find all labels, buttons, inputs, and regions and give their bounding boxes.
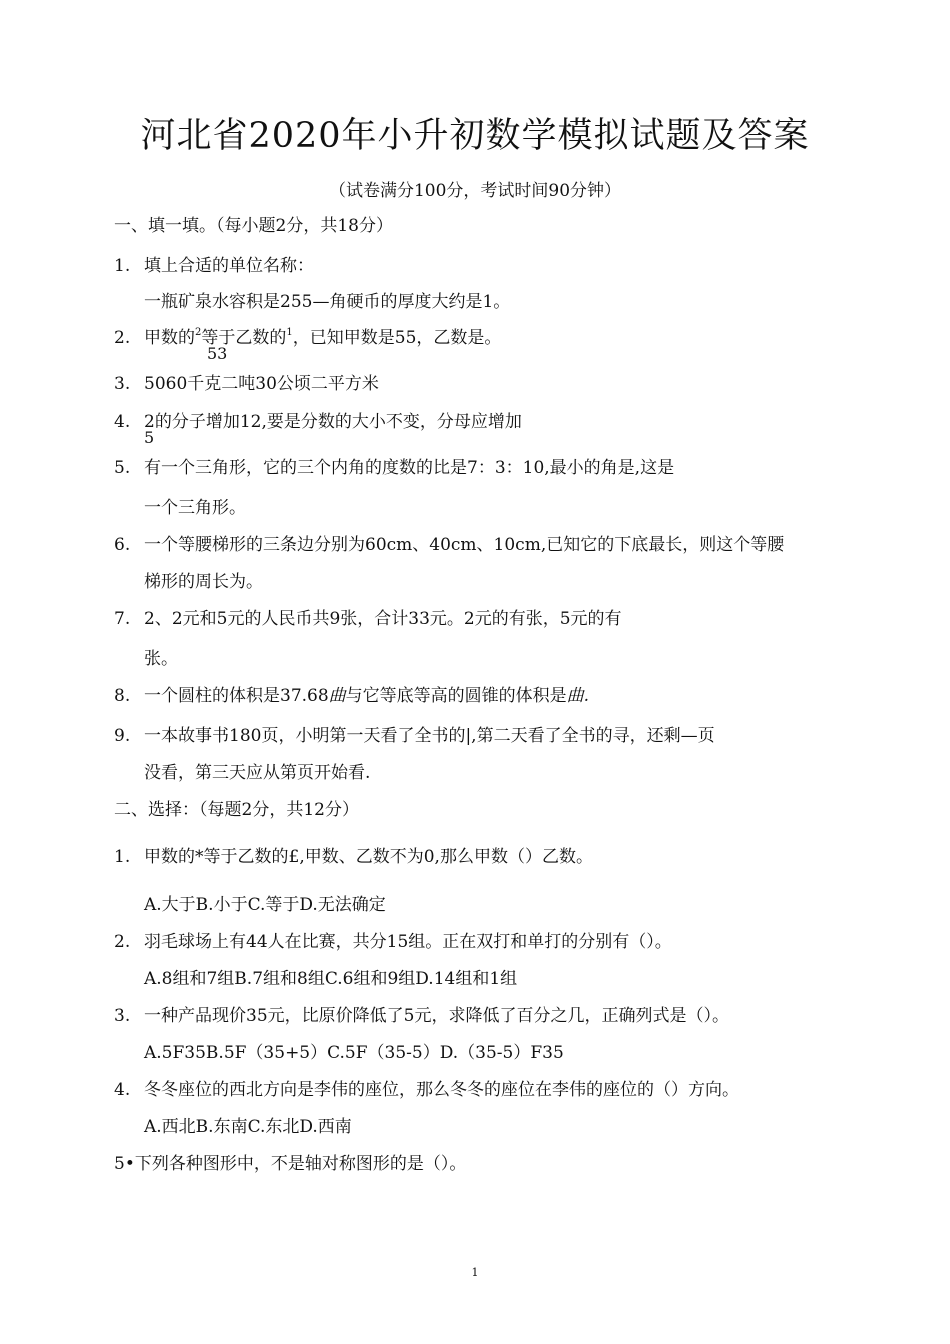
question-text: 一本故事书180页，小明第一天看了全书的|,第二天看了全书的寻，还剩—页 [144,726,715,746]
question-1-2 [114,326,501,353]
exam-info: （试卷满分100分，考试时间90分钟） [328,181,622,201]
question-2-3 [114,1004,729,1028]
question-number: 2. [114,328,131,348]
unit-symbol: 曲. [566,686,590,706]
question-number: 2. [114,932,131,952]
page-number: 1 [471,1266,479,1279]
question-text: 冬冬座位的西北方向是李伟的座位，那么冬冬的座位在李伟的座位的（）方向。 [144,1080,739,1100]
question-text: 一个等腰梯形的三条边分别为60cm、40cm、10cm,已知它的下底最长，则这个等腰 [144,535,785,555]
question-1-8 [114,684,589,708]
question-1-7-line2: 张。 [144,649,178,669]
question-number: 7. [114,609,131,629]
question-1-4 [114,410,522,434]
fraction-numerator: 2 [144,412,155,432]
question-number: 1. [114,256,131,276]
fraction-denominator: 5 [144,428,155,447]
page-title: 河北省2020年小升初数学模拟试题及答案 [140,116,810,156]
question-text: 填上合适的单位名称： [144,256,314,276]
question-text-a: 甲数的 [144,328,195,348]
question-text: 有一个三角形，它的三个内角的度数的比是7：3：10,最小的角是,这是 [144,458,675,478]
question-number: 4. [114,412,131,432]
question-number: 8. [114,686,131,706]
question-1-6 [114,533,784,557]
question-1-9 [114,724,715,748]
question-text: 一种产品现价35元，比原价降低了5元，求降低了百分之几，正确列式是（）。 [144,1006,729,1026]
question-2-2 [114,930,672,954]
question-text-b: 与它等底等高的圆锥的体积是 [345,686,567,706]
question-text: 一个圆柱的体积是37.68 [144,686,329,706]
question-1-5 [114,456,674,480]
question-1-7 [114,607,622,631]
question-1-6-line2: 梯形的周长为。 [144,572,263,592]
question-text-b: 等于乙数的 [201,328,287,348]
question-number: 4. [114,1080,131,1100]
question-1-3 [114,372,379,396]
question-number: 1. [114,847,131,867]
superscript-b: 1 [286,327,293,338]
question-number: 5. [114,458,131,478]
options-2-1: A.大于B.小于C.等于D.无法确定 [144,895,386,915]
question-2-5: 5•下列各种图形中，不是轴对称图形的是（）。 [114,1154,467,1174]
section2-heading: 二、选择：（每题2分，共12分） [114,800,359,820]
superscript-a: 2 [195,327,202,338]
question-1-9-line2: 没看，第三天应从第页开始看. [144,763,371,783]
question-text: 羽毛球场上有44人在比赛，共分15组。正在双打和单打的分别有（）。 [144,932,672,952]
question-2-4 [114,1078,739,1102]
section1-heading: 一、填一填。（每小题2分，共18分） [114,216,393,236]
question-number: 6. [114,535,131,555]
question-number: 3. [114,374,131,394]
question-text: 甲数的*等于乙数的£,甲数、乙数不为0,那么甲数（）乙数。 [144,847,593,867]
question-2-1 [114,845,593,869]
question-text: 2、2元和5元的人民币共9张，合计33元。2元的有张，5元的有 [144,609,622,629]
question-number: 3. [114,1006,131,1026]
question-text: 5060千克二吨30公顷二平方米 [144,374,379,394]
question-1-5-line2: 一个三角形。 [144,498,246,518]
unit-symbol: 曲 [328,686,346,706]
question-number: 9. [114,726,131,746]
question-text: 的分子增加12,要是分数的大小不变，分母应增加 [154,412,522,432]
question-text-c: ，已知甲数是55，乙数是。 [292,328,502,348]
question-1-1 [114,254,314,278]
options-2-2: A.8组和7组B.7组和8组C.6组和9组D.14组和1组 [144,969,518,989]
options-2-3: A.5F35B.5F（35+5）C.5F（35-5）D.（35-5）F35 [144,1043,564,1063]
denominators: 53 [207,344,228,363]
question-1-1-line2: 一瓶矿泉水容积是255—角硬币的厚度大约是1。 [144,292,511,312]
options-2-4: A.西北B.东南C.东北D.西南 [144,1117,352,1137]
